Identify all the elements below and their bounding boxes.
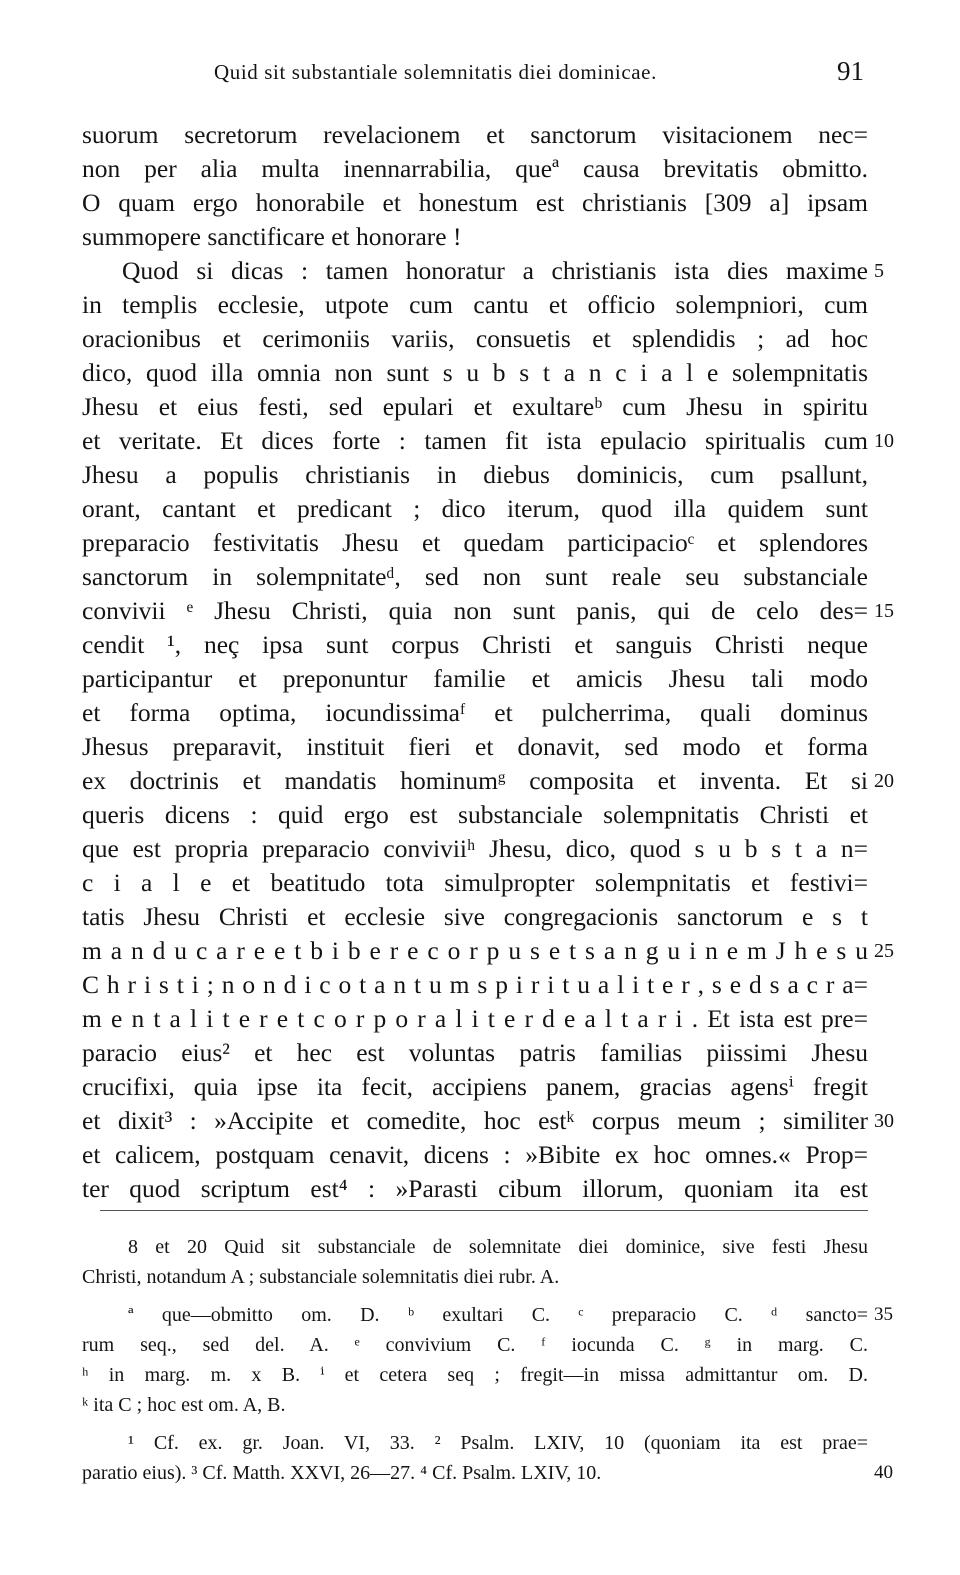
- text-line: [82, 832, 868, 866]
- text-line: [82, 662, 868, 696]
- text-line-content: C h r i s t i ; n o n d i c o t a n t u m s p i r i t u a l i t e r , s e d s a c r a=: [82, 970, 868, 999]
- footnote-line-content: rum seq., sed del. A. ᵉ convivium C. ᶠ iocunda C. ᵍ in marg. C.: [82, 1334, 868, 1356]
- text-line: [82, 254, 884, 288]
- footnote-line-content: ʰ in marg. m. x B. ⁱ et cetera seq ; fregit—in missa admittantur om. D.: [82, 1364, 868, 1386]
- text-line-content: Jhesu a populis christianis in diebus dominicis, cum psallunt,: [82, 460, 868, 489]
- text-line: [82, 288, 868, 322]
- text-line: [82, 594, 894, 628]
- text-line-content: et veritate. Et dices forte : tamen fit ista epulacio spiritualis cum: [82, 426, 868, 455]
- text-line-content: m e n t a l i t e r e t c o r p o r a l i t e r d e a l t a r i . Et ista est pre=: [82, 1004, 868, 1033]
- line-number: 30: [874, 1110, 894, 1132]
- footnote-line: [82, 1390, 868, 1420]
- text-line: [82, 934, 894, 968]
- text-line: [82, 492, 868, 526]
- text-line-content: ex doctrinis et mandatis hominumᵍ composita et inventa. Et si: [82, 766, 868, 795]
- text-line: [82, 1036, 868, 1070]
- text-line: [82, 560, 868, 594]
- text-line-content: m a n d u c a r e e t b i b e r e c o r p u s e t s a n g u i n e m J h e s u: [82, 936, 868, 965]
- text-line-content: preparacio festivitatis Jhesu et quedam participacioᶜ et splendores: [82, 528, 868, 557]
- text-line-content: dico, quod illa omnia non sunt s u b s t a n c i a l e solempnitatis: [82, 358, 868, 387]
- text-line: [82, 118, 868, 152]
- text-line: [82, 1070, 868, 1104]
- text-line: [82, 322, 868, 356]
- footnote-line: [82, 1330, 868, 1360]
- text-line: [82, 1104, 894, 1138]
- footnote-line: [82, 1458, 893, 1488]
- text-line-content: participantur et preponuntur familie et amicis Jhesu tali modo: [82, 664, 868, 693]
- text-line: [82, 1172, 868, 1206]
- text-line: [82, 968, 868, 1002]
- footnote-line-content: ᵏ ita C ; hoc est om. A, B.: [82, 1394, 286, 1416]
- text-line-content: cendit ¹, neç ipsa sunt corpus Christi et sanguis Christi neque: [82, 630, 868, 659]
- text-line-content: c i a l e et beatitudo tota simulpropter solempnitatis et festivi=: [82, 868, 868, 897]
- footnote-line: [82, 1428, 868, 1458]
- text-line: [82, 764, 894, 798]
- text-line: [82, 220, 868, 254]
- footnote-line: [82, 1262, 868, 1292]
- footnote-line-content: ª que—obmitto om. D. ᵇ exultari C. ᶜ preparacio C. ᵈ sancto=: [128, 1304, 868, 1326]
- text-line-content: suorum secretorum revelacionem et sanctorum visitacionem nec=: [82, 120, 868, 149]
- text-line-content: queris dicens : quid ergo est substanciale solempnitatis Christi et: [82, 800, 868, 829]
- text-line: [82, 356, 868, 390]
- text-line: [82, 1138, 868, 1172]
- footnote-line-content: 8 et 20 Quid sit substanciale de solemnitate diei dominice, sive festi Jhesu: [128, 1236, 868, 1258]
- text-line: [82, 628, 868, 662]
- text-line: [82, 866, 868, 900]
- text-line-content: que est propria preparacio conviviiʰ Jhesu, dico, quod s u b s t a n=: [82, 834, 868, 863]
- text-line: [82, 152, 868, 186]
- footnote-line: [82, 1360, 868, 1390]
- critical-apparatus: [82, 1232, 893, 1488]
- text-line-content: et forma optima, iocundissimaᶠ et pulcherrima, quali dominus: [82, 698, 868, 727]
- text-line: [82, 186, 868, 220]
- footnote-line-content: ¹ Cf. ex. gr. Joan. VI, 33. ² Psalm. LXIV, 10 (quoniam ita est prae=: [128, 1432, 868, 1454]
- text-line-content: in templis ecclesie, utpote cum cantu et officio solempniori, cum: [82, 290, 868, 319]
- text-line-content: Jhesu et eius festi, sed epulari et exultareᵇ cum Jhesu in spiritu: [82, 392, 868, 421]
- text-line-content: Quod si dicas : tamen honoratur a christianis ista dies maxime: [122, 256, 868, 285]
- text-line: [82, 900, 868, 934]
- text-line-content: orant, cantant et predicant ; dico iterum, quod illa quidem sunt: [82, 494, 868, 523]
- line-number: 25: [874, 940, 894, 962]
- footnote-line: [82, 1300, 893, 1330]
- line-number: 10: [874, 430, 894, 452]
- page-number: 91: [837, 56, 864, 86]
- line-number: 40: [874, 1462, 893, 1483]
- text-line: [82, 1002, 868, 1036]
- text-line: [82, 730, 868, 764]
- line-number: 20: [874, 770, 894, 792]
- line-number: 5: [874, 260, 884, 282]
- text-line: [82, 458, 868, 492]
- text-line-content: oracionibus et cerimoniis variis, consuetis et splendidis ; ad hoc: [82, 324, 868, 353]
- text-line-content: et calicem, postquam cenavit, dicens : »Bibite ex hoc omnes.« Prop=: [82, 1140, 868, 1169]
- footnote-divider: [100, 1210, 868, 1211]
- text-line-content: et dixit³ : »Accipite et comedite, hoc estᵏ corpus meum ; similiter: [82, 1106, 868, 1135]
- text-line-content: sanctorum in solempnitateᵈ, sed non sunt reale seu substanciale: [82, 562, 868, 591]
- footnote-line-content: paratio eius). ³ Cf. Matth. XXVI, 26—27. ⁴ Cf. Psalm. LXIV, 10.: [82, 1462, 602, 1484]
- page-header: [82, 56, 868, 92]
- text-line-content: ter quod scriptum est⁴ : »Parasti cibum illorum, quoniam ita est: [82, 1174, 868, 1203]
- text-line-content: convivii ᵉ Jhesu Christi, quia non sunt panis, qui de celo des=: [82, 596, 868, 625]
- text-line-content: summopere sanctificare et honorare !: [82, 222, 462, 251]
- text-line-content: non per alia multa inennarrabilia, queª causa brevitatis obmitto.: [82, 154, 868, 183]
- text-line-content: paracio eius² et hec est voluntas patris familias piissimi Jhesu: [82, 1038, 868, 1067]
- text-line-content: crucifixi, quia ipse ita fecit, accipiens panem, gracias agensⁱ fregit: [82, 1072, 868, 1101]
- line-number: 35: [874, 1304, 893, 1325]
- text-line-content: tatis Jhesu Christi et ecclesie sive congregacionis sanctorum e s t: [82, 902, 868, 931]
- line-number: 15: [874, 600, 894, 622]
- text-line-content: Jhesus preparavit, instituit fieri et donavit, sed modo et forma: [82, 732, 868, 761]
- running-title: Quid sit substantiale solemnitatis diei dominicae.: [214, 60, 657, 84]
- text-line: [82, 390, 868, 424]
- footnote-line: [82, 1232, 868, 1262]
- text-line-content: O quam ergo honorabile et honestum est christianis [309 a] ipsam: [82, 188, 868, 217]
- text-line: [82, 696, 868, 730]
- main-text: [82, 118, 894, 1206]
- footnote-line-content: Christi, notandum A ; substanciale solemnitatis diei rubr. A.: [82, 1266, 560, 1288]
- text-line: [82, 424, 894, 458]
- text-line: [82, 798, 868, 832]
- text-line: [82, 526, 868, 560]
